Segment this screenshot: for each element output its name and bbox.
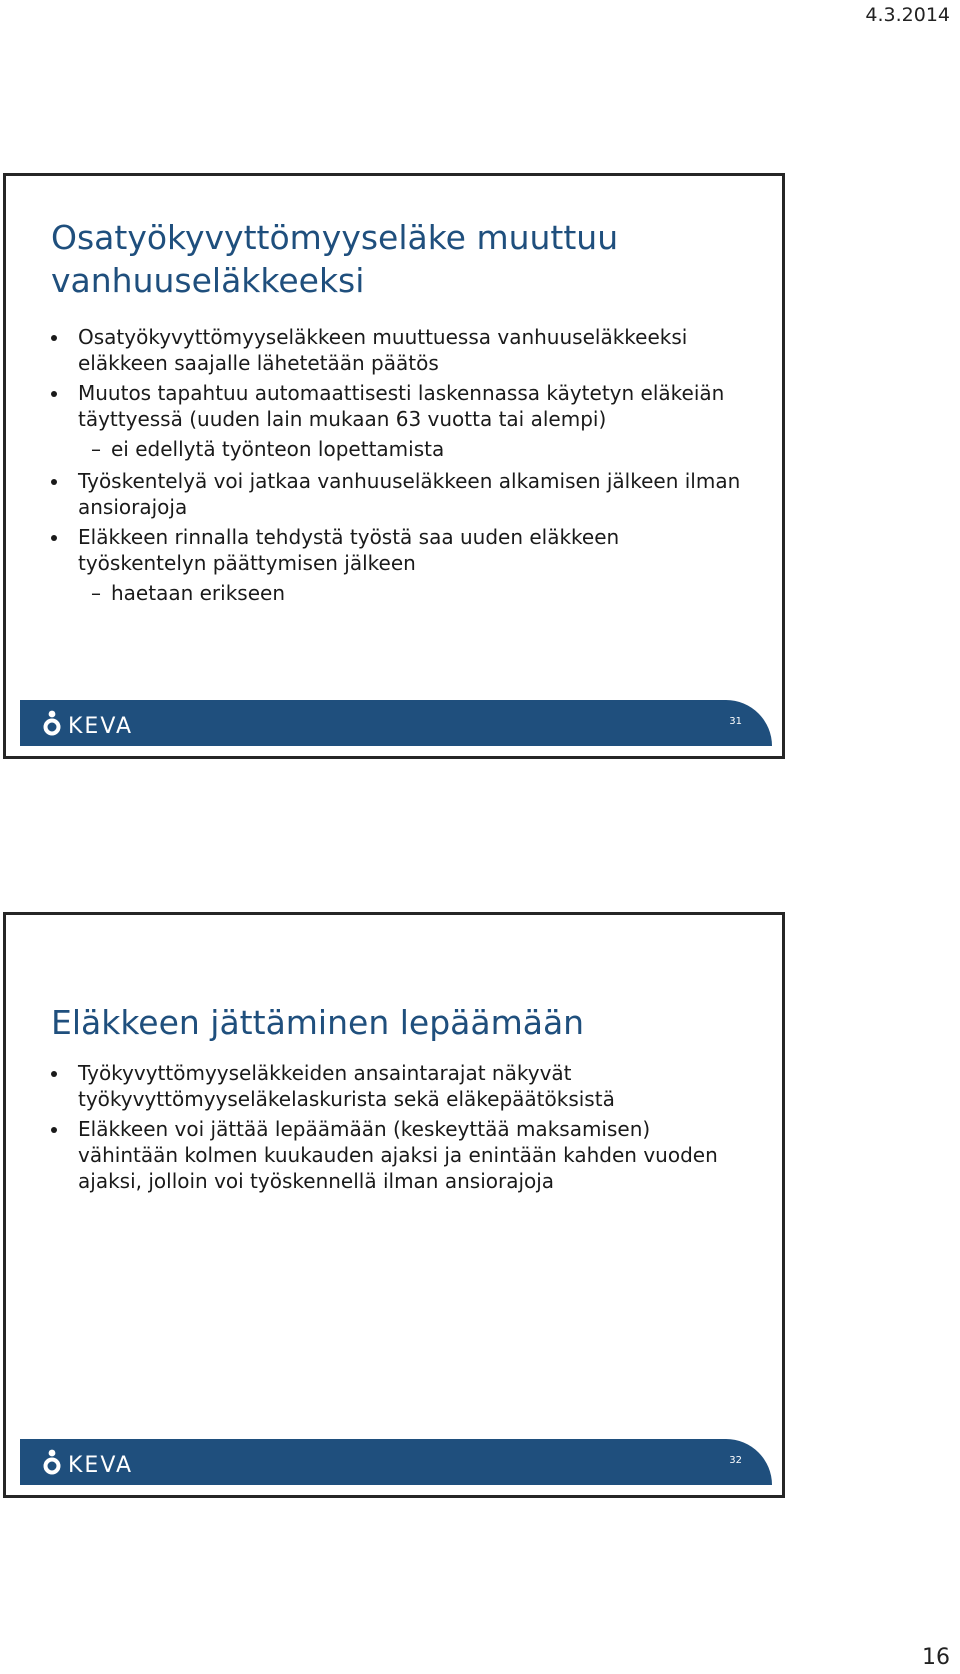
slide-footer-bar bbox=[20, 1439, 772, 1485]
slide-32 bbox=[3, 912, 785, 1498]
bullet-list bbox=[6, 1060, 746, 1198]
bullet-item bbox=[6, 1060, 746, 1112]
dash-icon: – bbox=[91, 437, 101, 461]
bullet-text: Työkyvyttömyyseläkkeiden ansaintarajat näkyvät työkyvyttömyyseläkelaskurista sekä eläkepäätöksistä bbox=[78, 1061, 615, 1111]
bullet-dot-icon bbox=[51, 335, 57, 341]
bullet-text: Eläkkeen rinnalla tehdystä työstä saa uuden eläkkeen työskentelyn päättymisen jälkeen bbox=[78, 525, 620, 575]
bullet-dot-icon bbox=[51, 1071, 57, 1077]
logo-text: KEVA bbox=[68, 1453, 134, 1475]
slide-number: 32 bbox=[729, 1455, 742, 1466]
bullet-text: Osatyökyvyttömyyseläkkeen muuttuessa vanhuuseläkkeeksi eläkkeen saajalle lähetetään päätös bbox=[78, 325, 688, 375]
bullet-item bbox=[6, 524, 746, 576]
dash-icon: – bbox=[91, 581, 101, 605]
bullet-dot-icon bbox=[51, 479, 57, 485]
page-date: 4.3.2014 bbox=[865, 4, 950, 26]
logo-text: KEVA bbox=[68, 714, 134, 736]
keva-logo-icon bbox=[42, 710, 172, 736]
slide-31 bbox=[3, 173, 785, 759]
bullet-item bbox=[6, 324, 746, 376]
slide-title: Osatyökyvyttömyyseläke muuttuu vanhuuseläkkeeksi bbox=[51, 218, 619, 300]
bullet-text: Muutos tapahtuu automaattisesti laskennassa käytetyn eläkeiän täyttyessä (uuden lain mukaan 63 vuotta tai alempi) bbox=[78, 381, 725, 431]
slide-footer-bar bbox=[20, 700, 772, 746]
bullet-dot-icon bbox=[51, 391, 57, 397]
page-number: 16 bbox=[922, 1645, 950, 1670]
bullet-item bbox=[6, 1116, 746, 1194]
sub-bullet-text: haetaan erikseen bbox=[111, 581, 285, 605]
keva-logo-icon bbox=[42, 1449, 172, 1475]
bullet-dot-icon bbox=[51, 1127, 57, 1133]
sub-bullet-item bbox=[6, 580, 746, 606]
sub-bullet-item bbox=[6, 436, 746, 462]
bullet-item bbox=[6, 468, 746, 520]
bullet-text: Eläkkeen voi jättää lepäämään (keskeyttää maksamisen) vähintään kolmen kuukauden ajaksi ja enintään kahden vuoden ajaksi, jolloin voi työskennellä ilman ansiorajoja bbox=[78, 1117, 718, 1193]
slide-number: 31 bbox=[729, 716, 742, 727]
slide-title: Eläkkeen jättäminen lepäämään bbox=[51, 1003, 585, 1042]
sub-bullet-text: ei edellytä työnteon lopettamista bbox=[111, 437, 445, 461]
bullet-dot-icon bbox=[51, 535, 57, 541]
bullet-text: Työskentelyä voi jatkaa vanhuuseläkkeen alkamisen jälkeen ilman ansiorajoja bbox=[78, 469, 741, 519]
bullet-list bbox=[6, 324, 746, 612]
bullet-item bbox=[6, 380, 746, 432]
